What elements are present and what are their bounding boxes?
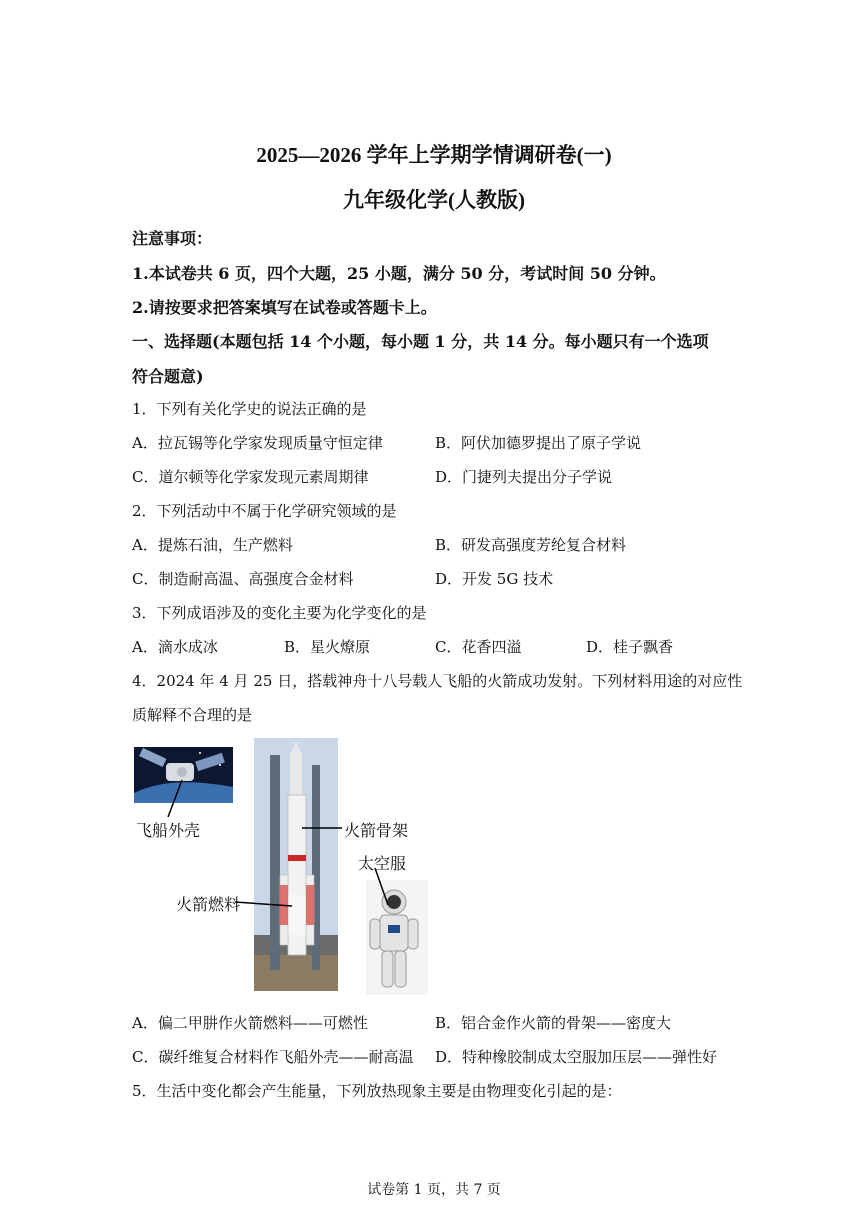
notice-item: 1.本试卷共 6 页，四个大题，25 小题，满分 50 分，考试时间 50 分钟。 [132, 264, 666, 283]
question-stem: 2．下列活动中不属于化学研究领域的是 [132, 502, 397, 520]
option-c: C．道尔顿等化学家发现元素周期律 [132, 468, 369, 486]
option-a: A．滴水成冰 [132, 638, 218, 656]
option-d: D．门捷列夫提出分子学说 [435, 468, 613, 486]
question-stem: 3．下列成语涉及的变化主要为化学变化的是 [132, 604, 427, 622]
exam-subtitle: 九年级化学(人教版) [343, 188, 525, 212]
option-b: B．阿伏加德罗提出了原子学说 [435, 434, 642, 452]
option-c: C．花香四溢 [435, 638, 522, 656]
option-a: A．提炼石油，生产燃料 [132, 536, 293, 554]
label-shell: 飞船外壳 [136, 821, 201, 840]
option-b: B．研发高强度芳纶复合材料 [435, 536, 627, 554]
option-d: D．特种橡胶制成太空服加压层——弹性好 [435, 1048, 718, 1066]
option-b: B．星火燎原 [284, 638, 371, 656]
notice-heading: 注意事项： [132, 229, 213, 248]
page-footer: 试卷第 1 页，共 7 页 [367, 1182, 501, 1198]
option-a: A．拉瓦锡等化学家发现质量守恒定律 [132, 434, 383, 452]
astronaut-image [366, 880, 428, 995]
section-heading-cont: 符合题意) [132, 367, 204, 386]
label-frame: 火箭骨架 [344, 821, 409, 840]
section-heading: 一、选择题(本题包括 14 个小题，每小题 1 分，共 14 分。每小题只有一个选项 [132, 332, 709, 351]
notice-item: 2.请按要求把答案填写在试卷或答题卡上。 [132, 298, 437, 317]
option-d: D．开发 5G 技术 [435, 570, 554, 588]
option-a: A．偏二甲肼作火箭燃料——可燃性 [132, 1014, 368, 1032]
option-b: B．铝合金作火箭的骨架——密度大 [435, 1014, 672, 1032]
exam-title: 2025—2026 学年上学期学情调研卷(一) [256, 143, 612, 167]
option-d: D．桂子飘香 [586, 638, 674, 656]
label-suit: 太空服 [358, 854, 407, 873]
question-stem-cont: 质解释不合理的是 [132, 706, 253, 724]
label-fuel: 火箭燃料 [176, 895, 241, 914]
option-c: C．制造耐高温、高强度合金材料 [132, 570, 354, 588]
rocket-image [254, 738, 338, 991]
question-stem: 1．下列有关化学史的说法正确的是 [132, 400, 367, 418]
question-stem: 5．生活中变化都会产生能量，下列放热现象主要是由物理变化引起的是： [132, 1082, 622, 1100]
option-c: C．碳纤维复合材料作飞船外壳——耐高温 [132, 1048, 414, 1066]
spacecraft-image [134, 747, 233, 803]
question-stem: 4．2024 年 4 月 25 日，搭载神舟十八号载人飞船的火箭成功发射。下列材料用途的对应性 [132, 672, 743, 690]
